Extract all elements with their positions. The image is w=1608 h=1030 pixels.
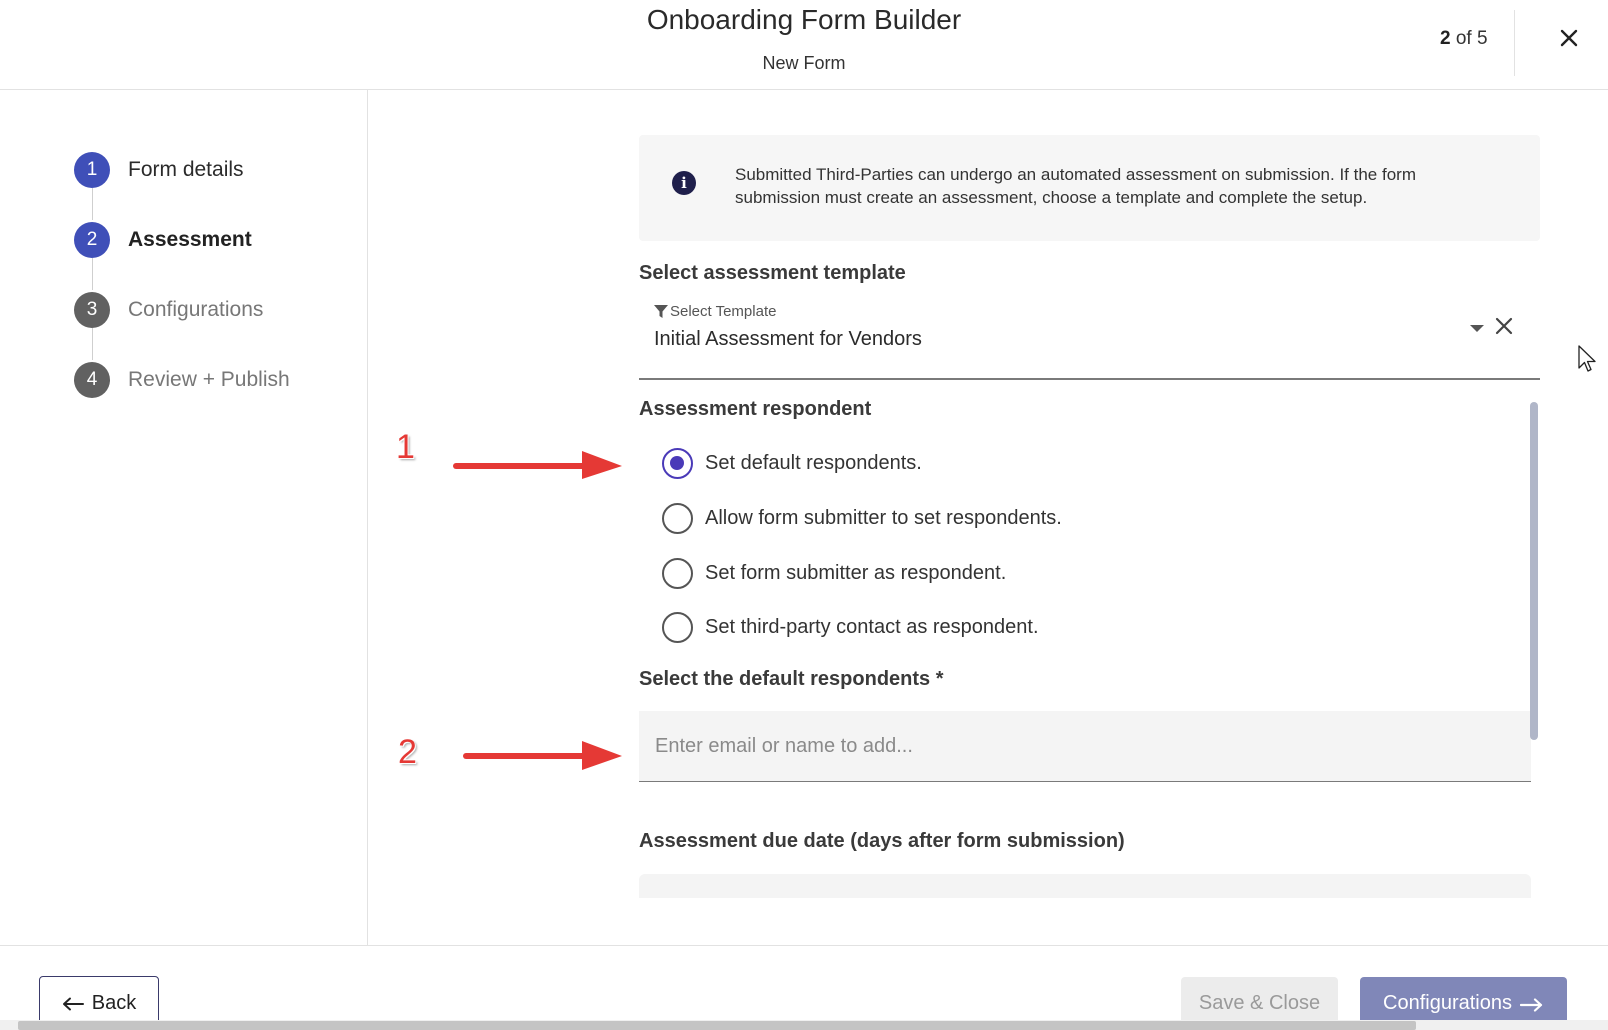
page-title: Onboarding Form Builder [646, 4, 962, 35]
step-number-badge: 3 [74, 292, 110, 328]
step-label: Form details [128, 158, 244, 181]
radio-option-submitter-sets-respondents[interactable] [662, 501, 1062, 535]
close-icon [1559, 28, 1579, 48]
arrow-right-icon [1520, 998, 1544, 1012]
default-respondents-input[interactable] [639, 711, 1531, 782]
respondent-section-label: Assessment respondent [639, 398, 872, 420]
header [0, 0, 1608, 90]
radio-label: Set form submitter as respondent. [705, 561, 1007, 584]
info-text: Submitted Third-Parties can undergo an automated assessment on submission. If the form submission must create an assessment, choose a template and complete the setup. [735, 165, 1416, 207]
default-respondents-label: Select the default respondents * [639, 668, 944, 690]
step-counter-total: of 5 [1450, 28, 1488, 49]
wizard-steps-sidebar [0, 90, 368, 945]
save-button-label: Save & Close [1198, 992, 1321, 1014]
horizontal-scrollbar[interactable] [18, 1021, 1416, 1030]
radio-button[interactable] [662, 612, 693, 643]
vertical-scrollbar[interactable] [1530, 402, 1538, 740]
page-subtitle: New Form [762, 53, 846, 73]
step-connector [92, 258, 93, 290]
step-counter-current: 2 [1440, 28, 1451, 49]
template-hint-text: Select Template [670, 303, 777, 320]
next-button-label: Configurations [1383, 992, 1512, 1014]
step-connector [92, 188, 93, 220]
template-hint [654, 303, 776, 320]
step-number-badge: 1 [74, 152, 110, 188]
template-selected-value: Initial Assessment for Vendors [654, 328, 922, 350]
step-counter [1440, 28, 1488, 50]
step-label: Assessment [128, 228, 252, 251]
close-button[interactable] [1553, 22, 1585, 54]
back-button-label: Back [91, 992, 137, 1014]
wizard-step-review-publish[interactable] [74, 360, 290, 400]
header-divider [1514, 10, 1515, 76]
info-icon: i [672, 171, 696, 195]
radio-label: Allow form submitter to set respondents. [705, 506, 1062, 529]
annotation-arrow-2 [462, 738, 624, 774]
wizard-step-configurations[interactable] [74, 290, 263, 330]
annotation-marker-1: 1 [396, 428, 415, 466]
filter-icon [654, 305, 668, 319]
chevron-down-icon[interactable] [1469, 324, 1485, 334]
wizard-step-form-details[interactable] [74, 150, 244, 190]
radio-button-checked[interactable] [662, 448, 693, 479]
radio-option-submitter-as-respondent[interactable] [662, 556, 1006, 590]
annotation-marker-2: 2 [398, 733, 417, 771]
info-banner [639, 135, 1540, 241]
radio-label: Set third-party contact as respondent. [705, 615, 1039, 638]
radio-label: Set default respondents. [705, 451, 922, 474]
step-label: Review + Publish [128, 368, 290, 391]
clear-selection-icon[interactable] [1495, 317, 1513, 335]
footer [0, 945, 1608, 1030]
due-date-label: Assessment due date (days after form submission) [639, 830, 1125, 852]
radio-option-default-respondents[interactable] [662, 446, 922, 480]
template-select[interactable] [639, 296, 1540, 380]
template-section-label: Select assessment template [639, 262, 906, 284]
wizard-step-assessment[interactable] [74, 220, 252, 260]
step-number-badge: 4 [74, 362, 110, 398]
arrow-left-icon [62, 997, 84, 1011]
radio-option-third-party-contact[interactable] [662, 610, 1039, 644]
radio-button[interactable] [662, 503, 693, 534]
step-label: Configurations [128, 298, 264, 321]
annotation-arrow-1 [452, 446, 624, 482]
due-date-input[interactable] [639, 874, 1531, 898]
step-connector [92, 328, 93, 360]
radio-button[interactable] [662, 558, 693, 589]
step-number-badge: 2 [74, 222, 110, 258]
mouse-pointer-icon [1578, 345, 1598, 375]
